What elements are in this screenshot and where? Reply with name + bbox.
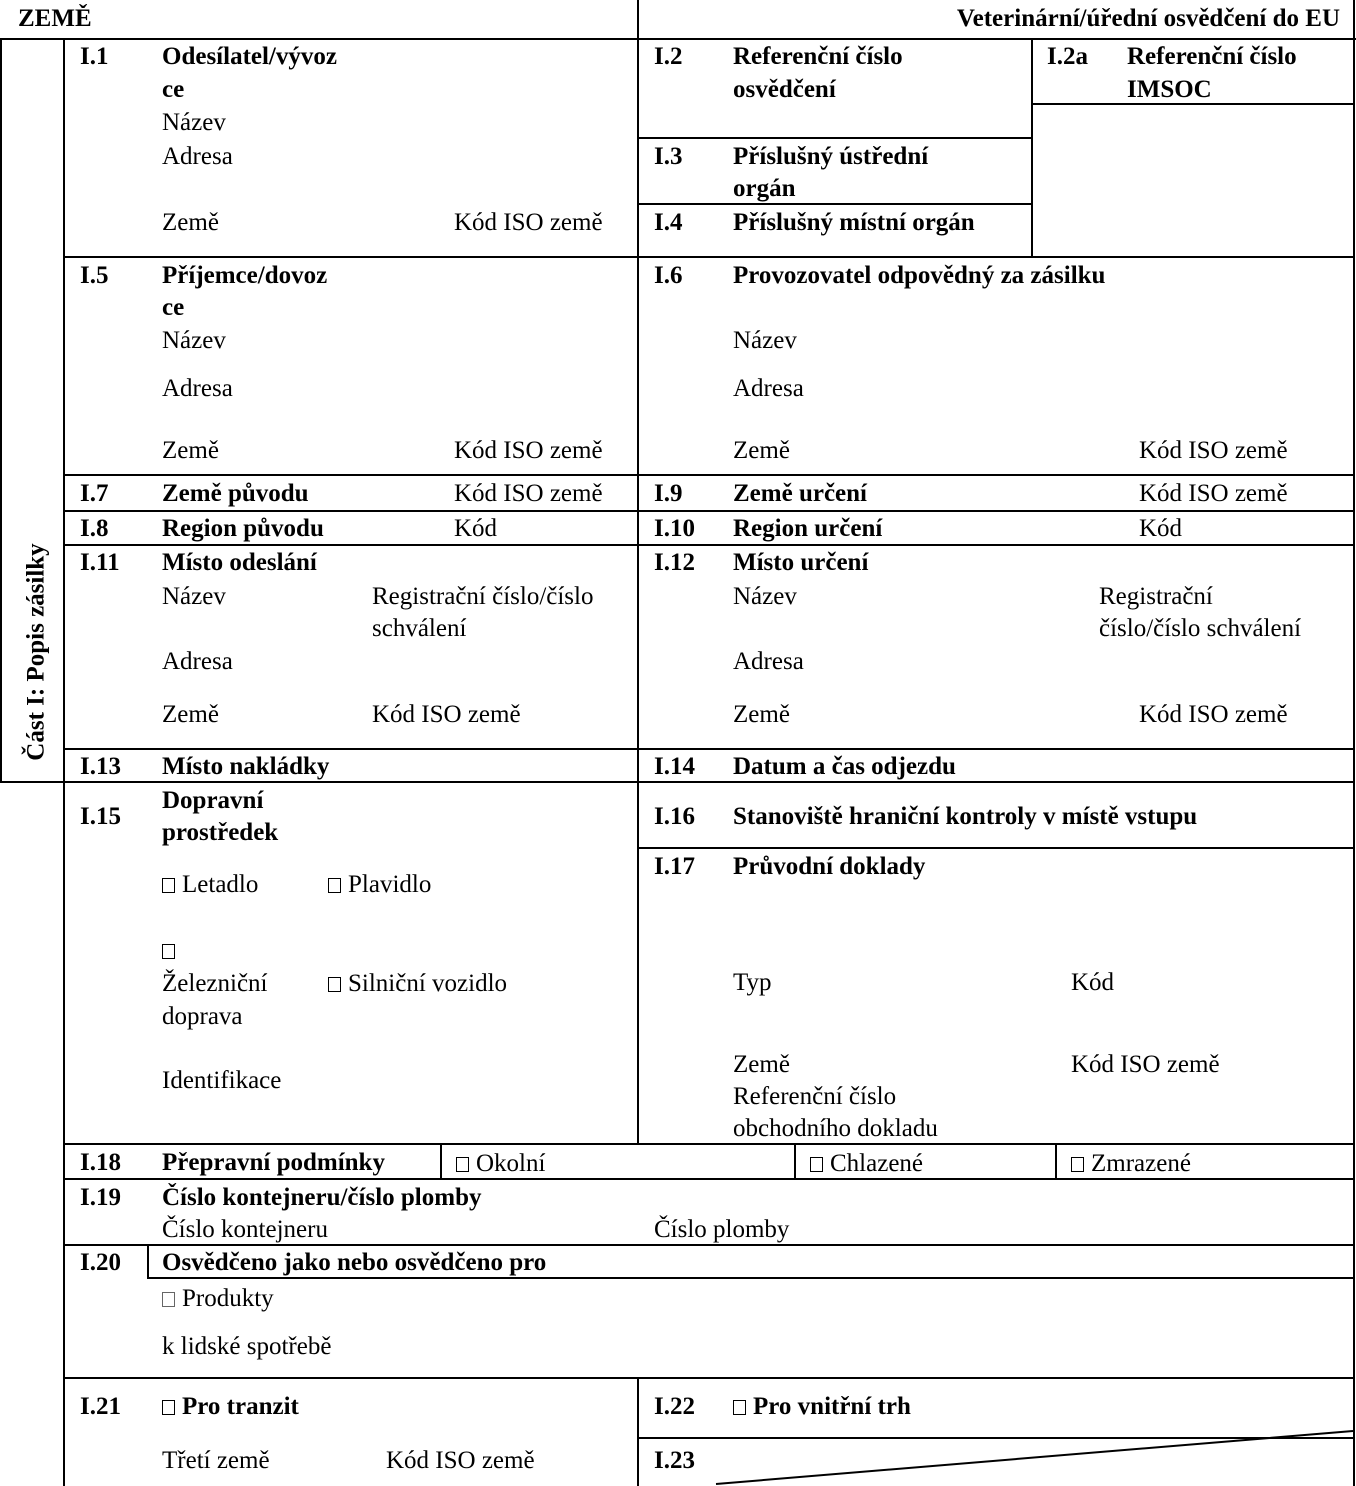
i18-number: I.18 (80, 1149, 121, 1176)
internal-market-label: Pro vnitřní trh (753, 1393, 911, 1420)
ambient-label: Okolní (476, 1150, 546, 1177)
i17-reference-line1: Referenční číslo (733, 1083, 897, 1110)
i12-registration-line1: Registrační (1099, 583, 1213, 610)
i7-number: I.7 (80, 480, 109, 507)
i2-title-line1: Referenční číslo (733, 43, 903, 70)
i20-number: I.20 (80, 1249, 121, 1276)
i9-iso-code-label: Kód ISO země (1139, 480, 1288, 507)
i17-type-label: Typ (733, 969, 772, 996)
road-vehicle-option[interactable] (328, 967, 507, 1000)
aircraft-option[interactable] (162, 868, 258, 901)
i11-iso-code-label: Kód ISO země (372, 701, 521, 728)
i12-title: Místo určení (733, 549, 869, 576)
i6-name-label: Název (733, 327, 797, 354)
road-vehicle-label: Silniční vozidlo (348, 970, 508, 997)
i17-code-label: Kód (1071, 969, 1115, 996)
products-label: Produkty (182, 1285, 274, 1312)
i11-number: I.11 (80, 549, 120, 576)
i2a-number: I.2a (1047, 43, 1088, 70)
i3-number: I.3 (654, 143, 683, 170)
i4-number: I.4 (654, 209, 683, 236)
i12-iso-code-label: Kód ISO země (1139, 701, 1288, 728)
i17-number: I.17 (654, 853, 695, 880)
transit-checkbox[interactable] (162, 1400, 175, 1415)
vessel-option[interactable] (328, 868, 431, 901)
i2a-title-line1: Referenční číslo (1127, 43, 1297, 70)
i4-title: Příslušný místní orgán (733, 209, 975, 236)
i16-title: Stanoviště hraniční kontroly v místě vstupu (733, 803, 1198, 830)
i11-address-label: Adresa (162, 648, 233, 675)
i21-number: I.21 (80, 1393, 121, 1420)
country-header: ZEMĚ (18, 5, 92, 32)
i6-country-label: Země (733, 437, 790, 464)
human-consumption-label: k lidské spotřebě (162, 1333, 332, 1360)
i15-title-line1: Dopravní (162, 787, 264, 814)
i3-title-line2: orgán (733, 175, 796, 202)
i12-name-label: Název (733, 583, 797, 610)
products-checkbox[interactable] (162, 1292, 175, 1307)
i15-number: I.15 (80, 803, 121, 830)
i20-title: Osvědčeno jako nebo osvědčeno pro (162, 1249, 547, 1276)
aircraft-label: Letadlo (182, 871, 259, 898)
i5-address-label: Adresa (162, 375, 233, 402)
i11-title: Místo odeslání (162, 549, 317, 576)
internal-market-option[interactable] (733, 1390, 911, 1423)
i1-title-line2: ce (162, 76, 185, 103)
products-option[interactable] (162, 1282, 274, 1315)
i5-title-line2: ce (162, 294, 185, 321)
transit-option[interactable] (162, 1390, 299, 1423)
i6-title: Provozovatel odpovědný za zásilku (733, 262, 1106, 289)
i2-title-line2: osvědčení (733, 76, 836, 103)
i2-number: I.2 (654, 43, 683, 70)
certificate-title: Veterinární/úřední osvědčení do EU (956, 5, 1340, 32)
i15-identification-label: Identifikace (162, 1067, 282, 1094)
i19-title: Číslo kontejneru/číslo plomby (162, 1184, 482, 1211)
ambient-option[interactable] (456, 1147, 545, 1180)
i14-title: Datum a čas odjezdu (733, 753, 956, 780)
chilled-checkbox[interactable] (810, 1157, 823, 1172)
i5-iso-code-label: Kód ISO země (454, 437, 603, 464)
railway-label-line1: Železniční (162, 970, 268, 997)
i22-number: I.22 (654, 1393, 695, 1420)
i7-iso-code-label: Kód ISO země (454, 480, 603, 507)
i17-country-label: Země (733, 1051, 790, 1078)
i5-country-label: Země (162, 437, 219, 464)
i1-title-line1: Odesílatel/vývoz (162, 43, 337, 70)
i17-title: Průvodní doklady (733, 853, 926, 880)
i12-registration-line2: číslo/číslo schválení (1099, 615, 1302, 642)
i9-number: I.9 (654, 480, 683, 507)
i8-code-label: Kód (454, 515, 498, 542)
vessel-checkbox[interactable] (328, 878, 341, 893)
i1-country-label: Země (162, 209, 219, 236)
i5-title-line1: Příjemce/dovoz (162, 262, 328, 289)
frozen-checkbox[interactable] (1071, 1157, 1084, 1172)
i1-address-label: Adresa (162, 143, 233, 170)
i17-reference-line2: obchodního dokladu (733, 1115, 938, 1142)
i1-iso-code-label: Kód ISO země (454, 209, 603, 236)
i6-address-label: Adresa (733, 375, 804, 402)
i21-iso-code-label: Kód ISO země (386, 1447, 535, 1474)
i9-title: Země určení (733, 480, 867, 507)
aircraft-checkbox[interactable] (162, 878, 175, 893)
i23-number: I.23 (654, 1447, 695, 1474)
i6-iso-code-label: Kód ISO země (1139, 437, 1288, 464)
i5-name-label: Název (162, 327, 226, 354)
i11-name-label: Název (162, 583, 226, 610)
i8-title: Region původu (162, 515, 324, 542)
i19-container-number-label: Číslo kontejneru (162, 1216, 328, 1243)
i19-number: I.19 (80, 1184, 121, 1211)
i19-seal-number-label: Číslo plomby (654, 1216, 790, 1243)
railway-checkbox[interactable] (162, 944, 175, 959)
chilled-label: Chlazené (830, 1150, 924, 1177)
i16-number: I.16 (654, 803, 695, 830)
part-i-side-label: Část I: Popis zásilky (22, 543, 50, 761)
i21-third-country-label: Třetí země (162, 1447, 270, 1474)
i17-iso-code-label: Kód ISO země (1071, 1051, 1220, 1078)
i12-number: I.12 (654, 549, 695, 576)
i13-title: Místo nakládky (162, 753, 330, 780)
i10-title: Region určení (733, 515, 883, 542)
frozen-option[interactable] (1071, 1147, 1191, 1180)
i10-code-label: Kód (1139, 515, 1183, 542)
i2a-title-line2: IMSOC (1127, 76, 1212, 103)
i15-title-line2: prostředek (162, 819, 279, 846)
railway-option[interactable] (162, 934, 182, 967)
i11-country-label: Země (162, 701, 219, 728)
i5-number: I.5 (80, 262, 109, 289)
ambient-checkbox[interactable] (456, 1157, 469, 1172)
i6-number: I.6 (654, 262, 683, 289)
i11-registration-line2: schválení (372, 615, 467, 642)
i13-number: I.13 (80, 753, 121, 780)
railway-label-line2: doprava (162, 1003, 243, 1030)
i8-number: I.8 (80, 515, 109, 542)
transit-label: Pro tranzit (182, 1393, 299, 1420)
i11-registration-line1: Registrační číslo/číslo (372, 583, 594, 610)
i7-title: Země původu (162, 480, 309, 507)
i3-title-line1: Příslušný ústřední (733, 143, 929, 170)
i12-address-label: Adresa (733, 648, 804, 675)
i1-name-label: Název (162, 109, 226, 136)
i18-title: Přepravní podmínky (162, 1149, 385, 1176)
i12-country-label: Země (733, 701, 790, 728)
internal-market-checkbox[interactable] (733, 1400, 746, 1415)
road-vehicle-checkbox[interactable] (328, 977, 341, 992)
i10-number: I.10 (654, 515, 695, 542)
chilled-option[interactable] (810, 1147, 923, 1180)
frozen-label: Zmrazené (1091, 1150, 1191, 1177)
i14-number: I.14 (654, 753, 695, 780)
i1-number: I.1 (80, 43, 109, 70)
vessel-label: Plavidlo (348, 871, 432, 898)
